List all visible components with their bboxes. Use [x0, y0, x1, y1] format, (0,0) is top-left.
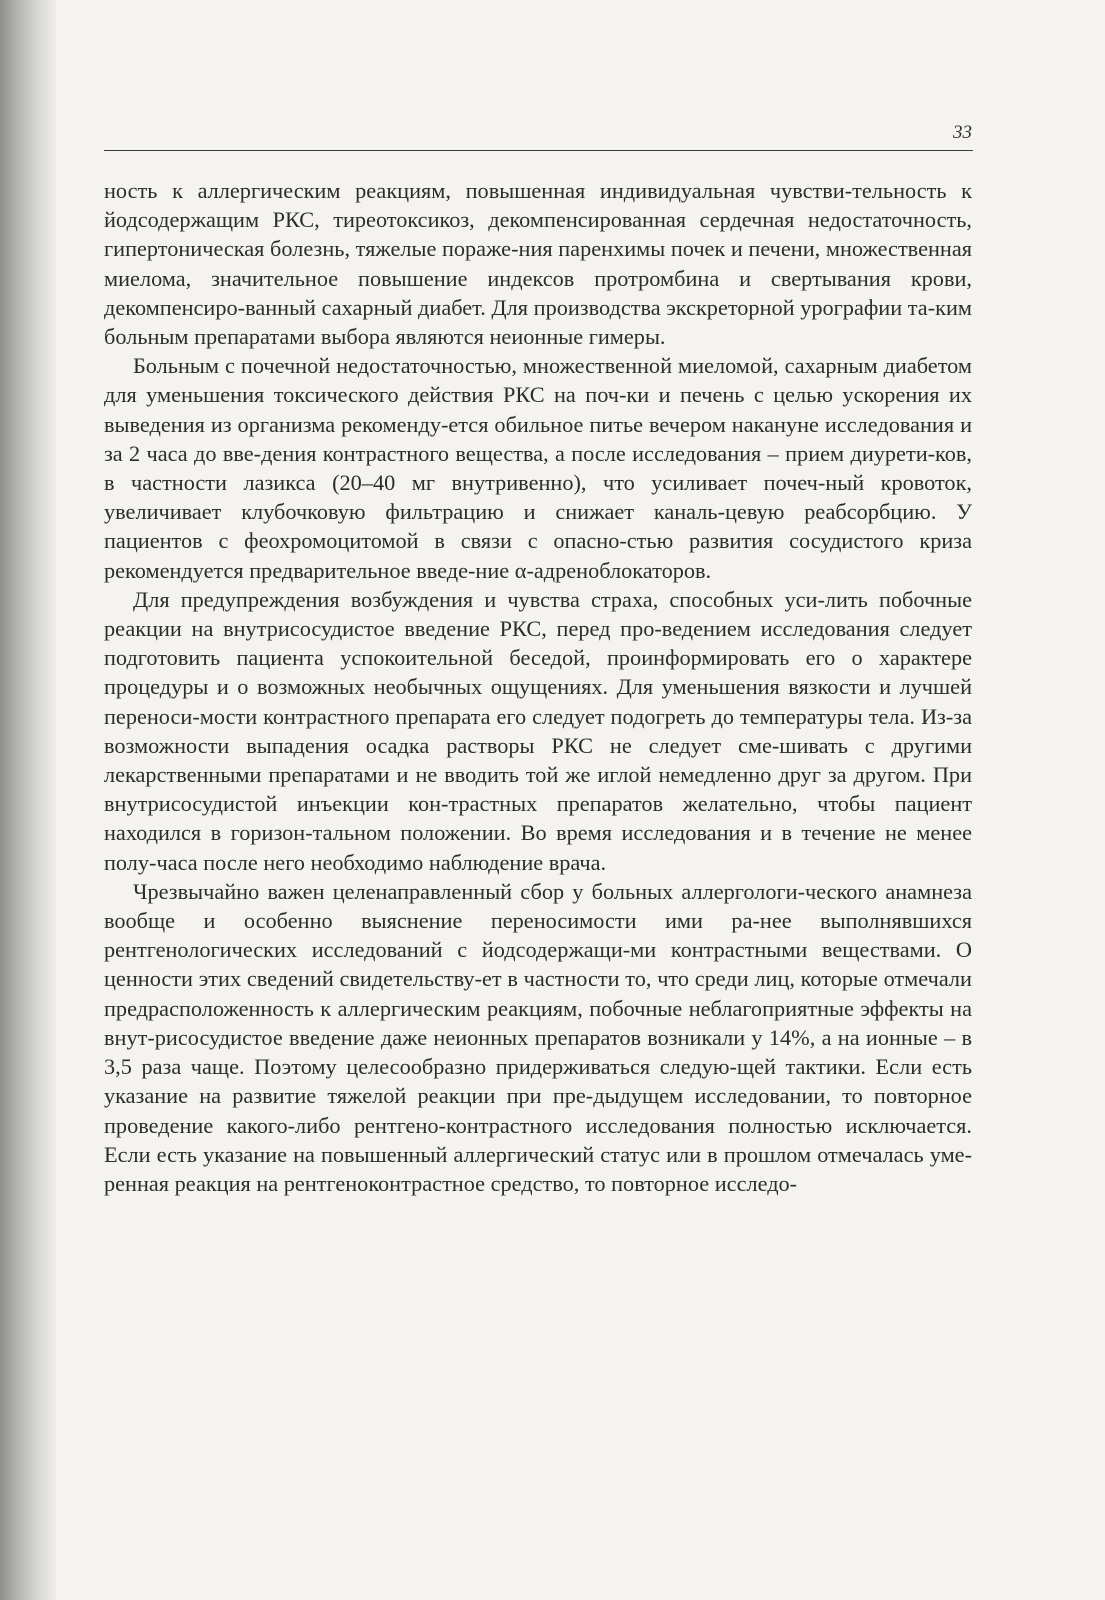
page-number: 33	[953, 122, 972, 143]
page-body-text	[104, 176, 972, 1198]
paragraph-1: ность к аллергическим реакциям, повышенная индивидуальная чувстви-тельность к йодсодержащим РКС, тиреотоксикоз, декомпенсированная сердечная недостаточность, гипертоническая болезнь, тяжелые пораже-ния паренхимы почек и печени, множественная миелома, значительное повышение индексов протромбина и свертывания крови, декомпенсиро-ванный сахарный диабет. Для производства экскреторной урографии та-ким больным препаратами выбора являются неионные гимеры.	[104, 178, 972, 350]
paragraph-4: Чрезвычайно важен целенаправленный сбор у больных аллергологи-ческого анамнеза вообще и особенно выяснение переносимости ими ра-нее выполнявшихся рентгенологических исследований с йодсодержащи-ми контрастными веществами. О ценности этих сведений свидетельству-ет в частности то, что среди лиц, которые отмечали предрасположенность к аллергическим реакциям, побочные неблагоприятные эффекты на внут-рисосудистое введение даже неионных препаратов возникали у 14%, а на ионные – в 3,5 раза чаще. Поэтому целесообразно придерживаться следую-щей тактики. Если есть указание на развитие тяжелой реакции при пре-дыдущем исследовании, то повторное проведение какого-либо рентгено-контрастного исследования полностью исключается. Если есть указание на повышенный аллергический статус или в прошлом отмечалась уме-ренная реакция на рентгеноконтрастное средство, то повторное исследо-	[104, 878, 972, 1196]
paragraph-2: Больным с почечной недостаточностью, множественной миеломой, сахарным диабетом для уменьшения токсического действия РКС на поч-ки и печень с целью ускорения их выведения из организма рекоменду-ется обильное питье вечером накануне исследования и за 2 часа до вве-дения контрастного вещества, а после исследования – прием диурети-ков, в частности лазикса (20–40 мг внутривенно), что усиливает почеч-ный кровоток, увеличивает клубочковую фильтрацию и снижает каналь-цевую реабсорбцию. У пациентов с феохромоцитомой в связи с опасно-стью развития сосудистого криза рекомендуется предварительное введе-ние α-адреноблокаторов.	[104, 353, 972, 583]
header-rule	[104, 150, 973, 151]
paragraph-3: Для предупреждения возбуждения и чувства страха, способных уси-лить побочные реакции на внутрисосудистое введение РКС, перед про-ведением исследования следует подготовить пациента успокоительной беседой, проинформировать его о характере процедуры и о возможных необычных ощущениях. Для уменьшения вязкости и лучшей переноси-мости контрастного препарата его следует подогреть до температуры тела. Из-за возможности выпадения осадка растворы РКС не следует сме-шивать с другими лекарственными препаратами и не вводить той же иглой немедленно друг за другом. При внутрисосудистой инъекции кон-трастных препаратов желательно, чтобы пациент находился в горизон-тальном положении. Во время исследования и в течение не менее полу-часа после него необходимо наблюдение врача.	[104, 586, 972, 875]
book-gutter-shadow	[0, 0, 56, 1600]
